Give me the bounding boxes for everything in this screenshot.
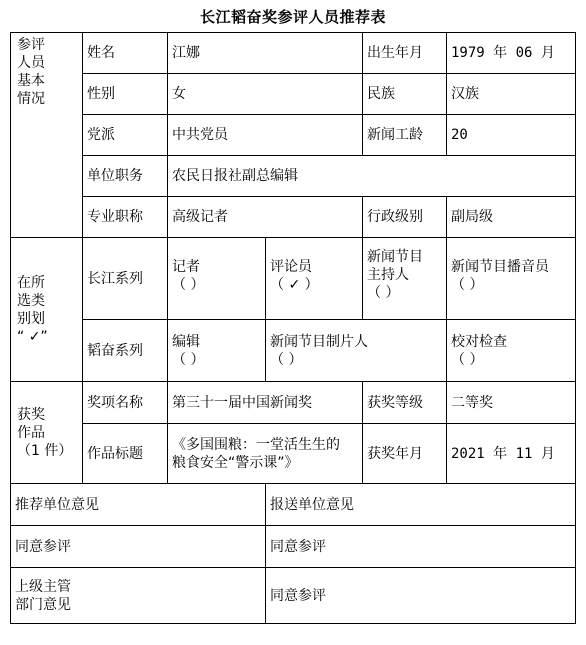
section-category-line: “ ✓” (17, 328, 48, 345)
row-changjiang (11, 238, 576, 320)
report-unit-opinion: 同意参评 (266, 526, 576, 568)
work-title-line: 《多国围粮：一堂活生生的 (172, 436, 340, 453)
row-title (11, 197, 576, 238)
prof-title-label: 专业职称 (83, 197, 168, 238)
taofen-label: 韬奋系列 (83, 320, 168, 382)
option-reporter[interactable] (168, 238, 266, 320)
nomination-form-table (10, 32, 576, 624)
option-checkbox[interactable]: （ ✓ ） (270, 277, 319, 293)
option-checkbox[interactable]: （ ） (451, 277, 484, 293)
option-name: 记者 (172, 259, 200, 275)
gender-value: 女 (168, 74, 363, 115)
gender-label: 性别 (83, 74, 168, 115)
option-name: 评论员 (270, 259, 312, 275)
grade-label: 获奖等级 (363, 382, 447, 424)
option-editor[interactable] (168, 320, 266, 382)
ethnicity-value: 汉族 (447, 74, 576, 115)
row-taofen (11, 320, 576, 382)
award-name-value: 第三十一届中国新闻奖 (168, 382, 363, 424)
row-superior-opinion (11, 568, 576, 624)
changjiang-label: 长江系列 (83, 238, 168, 320)
option-name: 新闻节目 (367, 249, 423, 265)
superior-dept-opinion: 同意参评 (266, 568, 576, 624)
date-label: 获奖年月 (363, 424, 447, 484)
section-category (11, 238, 83, 382)
work-title-label: 作品标题 (83, 424, 168, 484)
section-award-line: （1 件） (17, 442, 73, 459)
birth-value: 1979 年 06 月 (447, 33, 576, 74)
option-name: 编辑 (172, 333, 200, 350)
section-category-line: 选类 (17, 292, 45, 309)
row-gender (11, 74, 576, 115)
admin-level-label: 行政级别 (363, 197, 447, 238)
work-title-value (168, 424, 363, 484)
grade-value: 二等奖 (447, 382, 576, 424)
section-category-line: 别划 (17, 310, 45, 327)
row-work-title (11, 424, 576, 484)
name-label: 姓名 (83, 33, 168, 74)
section-award (11, 382, 83, 484)
section-basic-line: 基本 (17, 73, 45, 89)
years-label: 新闻工龄 (363, 115, 447, 156)
party-value: 中共党员 (168, 115, 363, 156)
option-commentator[interactable] (266, 238, 363, 320)
section-award-line: 作品 (17, 424, 45, 441)
section-category-line: 在所 (17, 274, 45, 291)
superior-dept-label (11, 568, 266, 624)
work-title-line: 粮食安全“警示课”》 (172, 454, 299, 471)
recommend-unit-label: 推荐单位意见 (11, 484, 266, 526)
prof-title-value: 高级记者 (168, 197, 363, 238)
section-basic-line: 参评 (17, 37, 45, 53)
option-checkbox[interactable]: （ ） (367, 285, 400, 301)
row-award-name (11, 382, 576, 424)
option-name: 新闻节目制片人 (270, 333, 368, 350)
row-opinion-values (11, 526, 576, 568)
section-basic-line: 情况 (17, 91, 45, 107)
option-checkbox[interactable]: （ ） (270, 351, 303, 368)
row-party (11, 115, 576, 156)
option-checkbox[interactable]: （ ） (451, 351, 484, 368)
birth-label: 出生年月 (363, 33, 447, 74)
unit-value: 农民日报社副总编辑 (168, 156, 576, 197)
date-value: 2021 年 11 月 (447, 424, 576, 484)
option-checkbox[interactable]: （ ） (172, 351, 205, 368)
option-proofreader[interactable] (447, 320, 576, 382)
row-name (11, 33, 576, 74)
section-basic-info (11, 33, 83, 238)
superior-dept-label-line: 部门意见 (15, 596, 71, 613)
row-unit (11, 156, 576, 197)
section-award-line: 获奖 (17, 406, 45, 423)
admin-level-value: 副局级 (447, 197, 576, 238)
option-name: 校对检查 (451, 333, 507, 350)
name-value: 江娜 (168, 33, 363, 74)
recommend-unit-opinion: 同意参评 (11, 526, 266, 568)
section-basic-line: 人员 (17, 55, 45, 71)
option-producer[interactable] (266, 320, 447, 382)
option-name: 主持人 (367, 267, 409, 283)
report-unit-label: 报送单位意见 (266, 484, 576, 526)
option-announcer[interactable] (447, 238, 576, 320)
option-host[interactable] (363, 238, 447, 320)
unit-label: 单位职务 (83, 156, 168, 197)
row-opinion-headers (11, 484, 576, 526)
superior-dept-label-line: 上级主管 (15, 578, 71, 595)
award-name-label: 奖项名称 (83, 382, 168, 424)
ethnicity-label: 民族 (363, 74, 447, 115)
party-label: 党派 (83, 115, 168, 156)
option-checkbox[interactable]: （ ） (172, 277, 205, 293)
years-value: 20 (447, 115, 576, 156)
option-name: 新闻节目播音员 (451, 259, 549, 275)
form-title: 长江韬奋奖参评人员推荐表 (199, 8, 386, 26)
